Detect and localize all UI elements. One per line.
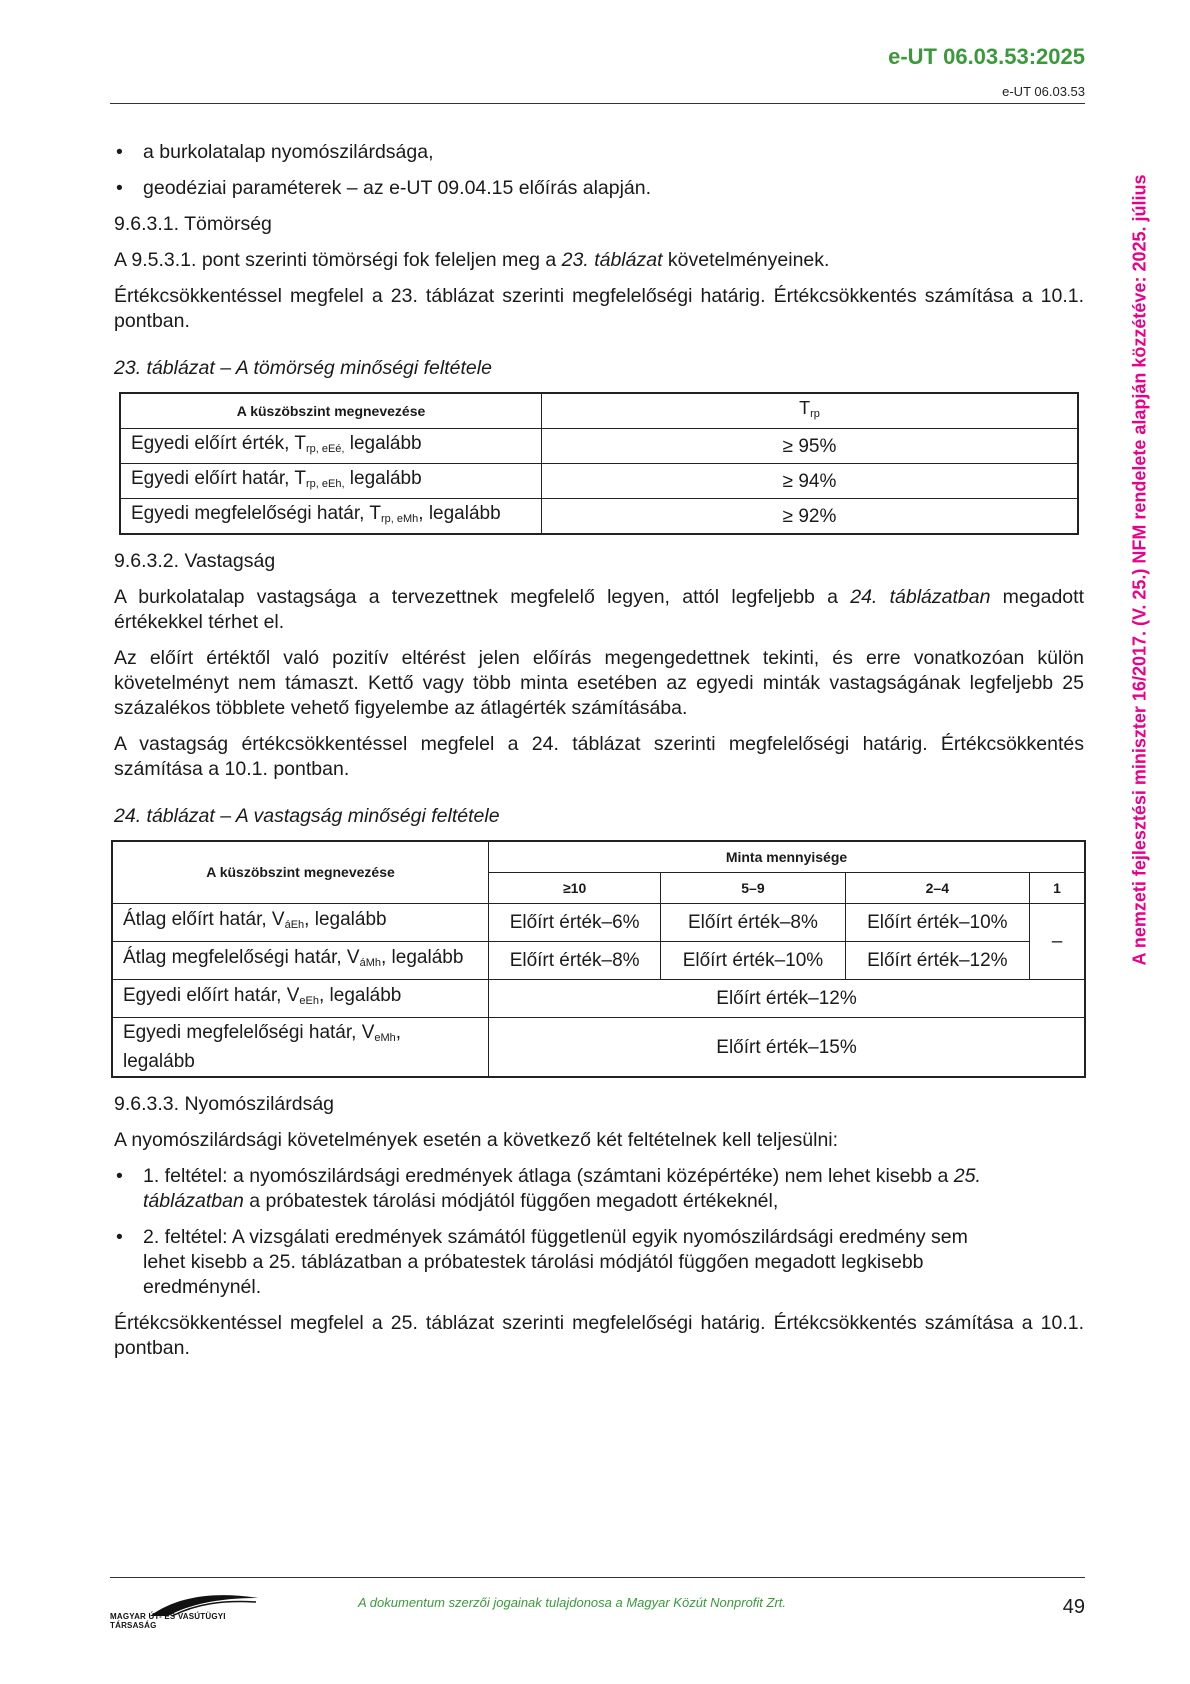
list-item: • a burkolatalap nyomószilárdsága, bbox=[114, 140, 1084, 165]
paragraph: A vastagság értékcsökkentéssel megfelel a 24. táblázat szerinti megfelelőségi határig. Értékcsökkentés számítása a 10.1. pontban. bbox=[114, 733, 1084, 780]
column-header: ≥10 bbox=[489, 873, 661, 904]
table-row bbox=[112, 980, 1085, 1018]
column-header: 1 bbox=[1030, 873, 1086, 904]
footer-rule bbox=[110, 1577, 1085, 1578]
paragraph: A burkolatalap vastagsága a tervezettnek megfelelő legyen, attól legfeljebb a 24. táblázatban megadott értékekkel térhet el. bbox=[114, 586, 1084, 633]
table-cell: Előírt érték–12% bbox=[845, 942, 1029, 980]
table-tomorseg bbox=[119, 392, 1079, 535]
page-content bbox=[114, 140, 1084, 1372]
table-cell: Előírt érték–6% bbox=[489, 904, 661, 942]
table-cell: Átlag megfelelőségi határ, $V_{áMh}$, legalább bbox=[112, 942, 489, 980]
table-row bbox=[120, 464, 1078, 499]
table-cell: Egyedi előírt érték, $T_{rp, eEé,}$ legalább bbox=[120, 429, 542, 464]
column-header: $T_{rp}$ bbox=[542, 393, 1079, 429]
table-row bbox=[120, 429, 1078, 464]
publication-note: A nemzeti fejlesztési miniszter 16/2017. (V. 25.) NFM rendelete alapján közzétéve: 2025. július bbox=[1129, 174, 1150, 966]
document-id: e-UT 06.03.53:2025 bbox=[888, 44, 1085, 69]
table-row bbox=[112, 1018, 1085, 1078]
table-cell: Előírt érték–8% bbox=[489, 942, 661, 980]
table-row bbox=[112, 942, 1085, 980]
table-cell: ≥ 94% bbox=[542, 464, 1079, 499]
table-cell: Előírt érték–15% bbox=[489, 1018, 1086, 1078]
logo-text: MAGYAR ÚT- ÉS VASÚTÜGYI TÁRSASÁG bbox=[110, 1612, 226, 1630]
section-heading-nyomoszilardsag: 9.6.3.3. Nyomószilárdság bbox=[114, 1093, 335, 1115]
table-vastagsag bbox=[111, 840, 1086, 1078]
table-cell: Előírt érték–10% bbox=[661, 942, 845, 980]
table-cell: Egyedi megfelelőségi határ, $V_{eMh}$, legalább bbox=[112, 1018, 489, 1078]
list-item: • 1. feltétel: a nyomószilárdsági eredmények átlaga (számtani középértéke) nem lehet kisebb a 25. táblázatban a próbatestek tárolási módjától függően megadott értékeknél, bbox=[114, 1164, 1084, 1214]
table-cell: Egyedi előírt határ, $V_{eEh}$, legalább bbox=[112, 980, 489, 1018]
section-heading-vastagsag: 9.6.3.2. Vastagság bbox=[114, 550, 276, 572]
table-cell: Előírt érték–8% bbox=[661, 904, 845, 942]
table-caption: 24. táblázat – A vastagság minőségi feltétele bbox=[114, 805, 500, 827]
column-header: 5–9 bbox=[661, 873, 845, 904]
table-cell: ≥ 95% bbox=[542, 429, 1079, 464]
header-rule bbox=[110, 103, 1085, 104]
paragraph: A nyomószilárdsági követelmények esetén a következő két feltételnek kell teljesülni: bbox=[114, 1129, 839, 1151]
table-cell: – bbox=[1030, 904, 1086, 980]
table-cell: Előírt érték–10% bbox=[845, 904, 1029, 942]
page-number: 49 bbox=[1062, 1596, 1085, 1618]
column-header: A küszöbszint megnevezése bbox=[112, 841, 489, 904]
column-header: 2–4 bbox=[845, 873, 1029, 904]
table-row bbox=[112, 904, 1085, 942]
paragraph: Az előírt értéktől való pozitív eltérést jelen előírás megengedettnek tekinti, és erre vonatkozóan külön követelményt nem támaszt. Kettő vagy több minta esetében az egyedi minták vastagságának legfeljebb 25 százalékos többlete vehető figyelembe az átlagérték számításába. bbox=[114, 647, 1084, 719]
table-cell: Előírt érték–12% bbox=[489, 980, 1086, 1018]
table-caption: 23. táblázat – A tömörség minőségi feltétele bbox=[114, 357, 492, 379]
paragraph: A 9.5.3.1. pont szerinti tömörségi fok feleljen meg a 23. táblázat követelményeinek. bbox=[114, 249, 830, 271]
table-cell: Átlag előírt határ, $V_{áEh}$, legalább bbox=[112, 904, 489, 942]
list-item: • 2. feltétel: A vizsgálati eredmények számától függetlenül egyik nyomószilárdsági eredmény sem lehet kisebb a 25. táblázatban a próbatestek tárolási módjától függően megadott legkisebb eredménynél. bbox=[114, 1225, 1084, 1300]
section-heading-tomorseg: 9.6.3.1. Tömörség bbox=[114, 213, 272, 235]
column-header: A küszöbszint megnevezése bbox=[120, 393, 542, 429]
table-cell: Egyedi előírt határ, $T_{rp, eEh,}$ legalább bbox=[120, 464, 542, 499]
list-item: • geodéziai paraméterek – az e-UT 09.04.15 előírás alapján. bbox=[114, 176, 1084, 201]
copyright-notice: A dokumentum szerzői jogainak tulajdonosa a Magyar Közút Nonprofit Zrt. bbox=[358, 1595, 787, 1610]
society-logo bbox=[110, 1590, 260, 1630]
paragraph: Értékcsökkentéssel megfelel a 23. táblázat szerinti megfelelőségi határig. Értékcsökkentés számítása a 10.1. pontban. bbox=[114, 285, 1084, 332]
column-group-header: Minta mennyisége bbox=[489, 841, 1086, 873]
table-cell: Egyedi megfelelőségi határ, $T_{rp, eMh}$, legalább bbox=[120, 499, 542, 535]
document-subtitle: e-UT 06.03.53 bbox=[1002, 84, 1085, 99]
paragraph: Értékcsökkentéssel megfelel a 25. táblázat szerinti megfelelőségi határig. Értékcsökkentés számítása a 10.1. pontban. bbox=[114, 1312, 1084, 1359]
table-cell: ≥ 92% bbox=[542, 499, 1079, 535]
table-row bbox=[120, 499, 1078, 535]
